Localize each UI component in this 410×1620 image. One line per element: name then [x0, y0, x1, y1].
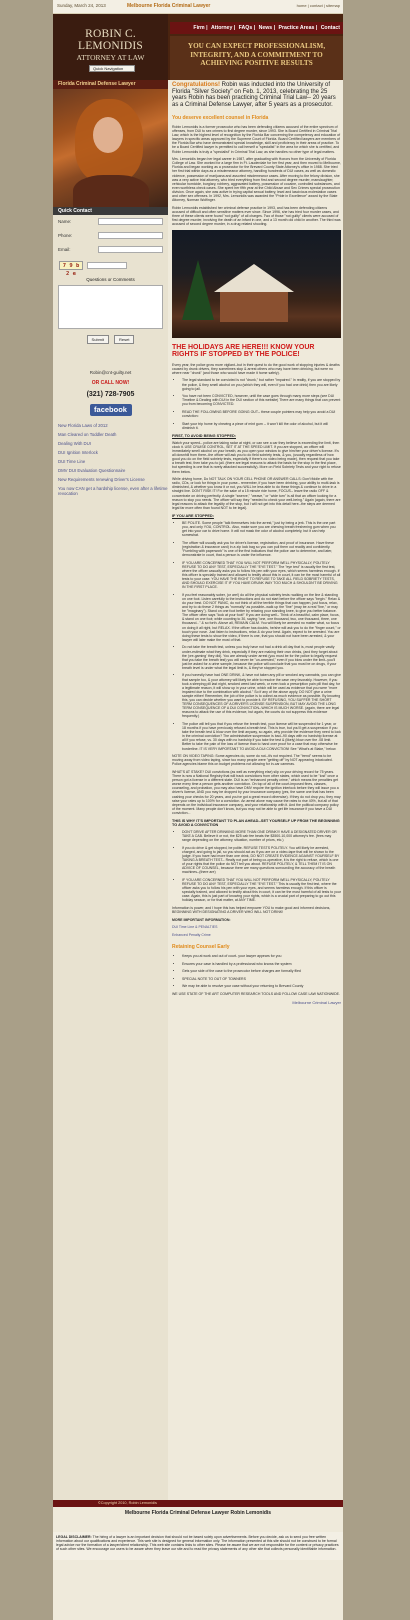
- list-item: • Ensures your case is handled by a professional who knows the system: [182, 962, 341, 966]
- stake-paragraph: WHAT'S AT STAKE? DUI convictions (as well as everything else) slip on your driving record for 75 years. There is now a National Registry that will track convictions from other states, which used to be "lost" once a person got a license in a different state. DUI is an "enhanced penalty crime," which means the penalties get worse every time a person gets another conviction. On top of all of the court-imposed fines, classes, counseling, and probation, you may also have DMV require the ignition interlock before they will issue you a driver's license, AND you may be dropped by your insurance company (yes, the same one that has been cashing your checks for 20 years, and you've got a great record otherwise). If they do not drop you, they may raise your rates up to 100% for a conviction. An arrest alone may cause the rates to rise 40%, but all of that depends on the individual insurance company, and your relationship with it. And the political company policy of the moment. Many people don't know, but you may not be able to get life insurance if you have a DUI conviction...: [172, 769, 341, 815]
- list-item: • If you feel reasonably sober, (or are!) do all the physical sobriety tests: walking on the line & standing on one foot. Listen carefully to the instructions and do not start before the officer says "begin." Relax & do your best. DO NOT PANIC, do not think of all the terrible things that can happen, just focus, relax, and try to do these 2 things as "normally" as possible--walk up the "line" (may be a real "line," or may be "imaginary"). Stand on one foot better by relaxing your standing knee, to give you better balance. The officer often says "look at your foot!" If you are doing well-- Think of a beautiful, calm place, focus, & stand on one foot; while counting to 30, saying "one, one thousand, two, one thousand, three, one thousand..." & so forth. Above all, REMAIN CALM. You will likely be arrested no matter what, so focus on doing it all right, but RELAX. If the officer has doubts, he/she will ask you to do the "finger count," or touch your nose. Just listen to instructions, relax & do your best. Again, expect to be arrested. You are doing these tests to show the video, if there is one, that you should not have been arrested, & your lawyer will later make the most of that.: [182, 593, 341, 642]
- sidebar-link[interactable]: Man Cleared on Toddler Death: [58, 431, 117, 437]
- site-name[interactable]: Melbourne Florida Criminal Lawyer: [127, 3, 211, 9]
- list-item: • If you honestly have had ONE DRINK, & have not taken any pill or smoked any cannabis, you can give that sample too, & your attorney will likely be able to resolve the case very favorably. However, if you took a sleeping pill last night, smoked weed last week, or even took a prescription pain pill that day, for a legitimate reason, it will show up in your urine, which will be used as evidence that you were "more impaired due to the combination with alcohol." So if any of the above apply, DO NOT give a urine sample either! Remember, the job of the police is to collect as much evidence as possible. By knowing this, you can decide whether you want to provide it. BY REFUSING, YOU SUFFER THE SHORT TERM CONSEQUENCES OF A DRIVER'S LICENSE SUSPENSION, BUT MAY AVOID THE LONG TERM CONSEQUENCE OF A DUI CONVICTION--WHICH IS MUCH WORSE. (again, there are legal reasons to attack the use of this evidence, but again, the courts do not suppress this evidence frequently.): [182, 673, 341, 718]
- retaining-list: [182, 954, 341, 988]
- sidebar-link[interactable]: New Florida Laws of 2012: [58, 423, 108, 428]
- list-item: • The police will tell you that if you refuse the breath test, your license will be suspended for 1 year, or 18 months if you have previously refused a breath test. This is true, but you'll get a suspension if you take the breath test & blow over the limit anyway, so again, why provide the evidence they need to lock in the criminal conviction? The administrative suspension is bad--90 days with no hardship license at all if you refuse, vs. 30 days with no hardship if you take the test & (likely) blow over the .08 limit. Better to take the pain of the loss of license than to hand over proof for a case that may otherwise be borderline. IT IS VERY IMPORTANT TO AVOID A DUI CONVICTION! See "What's at Stake," below.: [182, 722, 341, 751]
- header: [53, 14, 343, 80]
- retaining-title: Retaining Counsel Early: [172, 943, 230, 950]
- logo-name: ROBIN C. LEMONIDIS: [77, 28, 144, 52]
- nav-practice-areas[interactable]: Practice Areas: [278, 25, 315, 31]
- holiday-title: THE HOLIDAYS ARE HERE!!! KNOW YOUR RIGHTS IF STOPPED BY THE POLICE!: [172, 343, 315, 359]
- phone-label: Phone:: [58, 233, 73, 238]
- stopped-list: [182, 521, 341, 751]
- contact-block: [53, 370, 168, 416]
- bio-paragraph: Mrs. Lemonidis began her legal career in 1987, after graduating with Honors from the University of Florida College of Law. She worked for a large firm in Ft. Lauderdale for her first year, and then moved to Melbourne, Florida and began working as a prosecutor for the Brevard County State Attorney's office in 1988. She tried her first trial within days as a misdemeanor attorney, handling hundreds of DUI cases, as well as domestic violence, possession of marijuana and assorted misdemeanor cases. After moving to the felony division, she was a very active trial attorney, who tried everything from first and second degree murder, manslaughter, vehicular homicide, burglary, robbery, aggravated battery, possession of cocaine, controlled substances, and even worthless check cases. She spent her fifth year at the Child Abuse and Sex Crimes special prosecution division. Once again, she was active in trying capital sexual battery, lewd and lascivious molestation cases and other sex offenses. In 1992, Mrs. Lemonidis was awarded the "Pride in Excellence" award by the State Attorney, Norman Wolfinger.: [172, 157, 341, 203]
- email-field[interactable]: [98, 246, 163, 253]
- top-links[interactable]: home | contact | sitemap: [296, 3, 340, 8]
- sidebar-link[interactable]: Dealing With DUI: [58, 440, 91, 446]
- sidebar-heading: Florida Criminal Defense Lawyer: [53, 80, 168, 89]
- captcha-image: 7 9 b 2 e: [59, 261, 83, 270]
- nav-faqs[interactable]: FAQs: [238, 25, 253, 31]
- list-item: • READ THE FOLLOWING BEFORE GOING OUT-- these couple pointers may help you avoid a DUI conviction:: [182, 410, 341, 418]
- top-bar: [53, 0, 343, 14]
- email-link[interactable]: Robin@cnt-guilty.net: [89, 370, 132, 375]
- excellent-counsel-title: You deserve excellent counsel in Florida: [172, 115, 269, 121]
- date-label: Sunday, March 24, 2013: [57, 3, 106, 8]
- list-item: • Keeps you at work and out of court- your lawyer appears for you: [182, 954, 341, 958]
- phone-row: [53, 229, 168, 243]
- captcha-field[interactable]: [87, 262, 127, 269]
- list-item: • Gets your side of the case to the prosecutor before charges are formally filed: [182, 969, 341, 973]
- more-info-link[interactable]: DUI Time Line & PENALTIES: [172, 925, 218, 930]
- bottom-title: Melbourne Florida Criminal Defense Lawyer Robin Lemonidis: [124, 1510, 272, 1516]
- sidebar-link[interactable]: DUI Ignition Interlock: [58, 449, 98, 455]
- congrats-text: [172, 82, 341, 108]
- quick-navigation-select[interactable]: Quick Navigation: [89, 65, 135, 72]
- sidebar: [53, 80, 168, 1500]
- bio-paragraph: Robin Lemonidis is a former prosecutor who has been defending citizens accused of the entire spectrum of offenses, from DUI to sex crimes to first degree murder, since 1993. She is Board Certified in Criminal Trial Law, which is the highest level of recognition by the Florida Bar concerning the competency and education of lawyers in specific areas approved by the Supreme Court of Florida. Board Certified lawyers are members of the Florida Bar who have demonstrated special knowledge, skill and proficiency in their areas of practice. To be a Board Certified lawyer is permitted to call herself a "specialist" in the area for which she is certified, and Robin Lemonidis is truly a "specialist" in Criminal Trial Law, as she handles no other type of legal matters.: [172, 125, 341, 154]
- avoid-paragraph: While driving home, Do NOT TALK ON YOUR CELL PHONE OR ANSWER CALLS: Don't fiddle with the radio, CDs, or look for things in your purse-- remember, if you have been drinking, your ability to multi-task is diminished, & whether you know it or not, you WILL be less able to do these things & continue to drive in a straight line. DON'T RISK IT! For the sake of a 15 minute ride home, FOCUS-- leave the radio OFF & concentrate on driving perfectly. A single "swerve," "weave," or "wide turn" is all that an officer looking for a reason to stop you needs. The officer will say they "needed to check your well-being." Again (again, there are legal reasons to attack the legality of the stop, but I will not get into this detail here--the steps are deemed legal far more often than found NOT to be legal).: [172, 477, 341, 510]
- list-item: • We may be able to resolve your case without your returning to Brevard County: [182, 984, 341, 988]
- call-now-label: OR CALL NOW!: [91, 380, 130, 386]
- questions-textarea[interactable]: [58, 285, 163, 329]
- name-label: Name:: [58, 219, 72, 224]
- captcha-row: [53, 257, 168, 277]
- name-field[interactable]: [98, 218, 163, 225]
- sidebar-links: [53, 424, 168, 496]
- info-paragraph: Information is power, and I hope this has helped empower YOU to make good and informed decisions, BEGINNING WITH DESIGNATING A DRIVER WHO WILL NOT DRINK!: [172, 905, 331, 915]
- header-tagline: YOU CAN EXPECT PROFESSIONALISM, INTEGRITY, AND A COMMITMENT TO ACHIEVING POSITIVE RESULTS: [170, 36, 343, 80]
- copyright-bar: ©Copyright 2010, Robin Lemonidis: [53, 1500, 343, 1507]
- list-item: • Do not take the breath test, unless you truly have not had a drink all day that is, most people vastly under-estimate what they drink, especially if they are making their own drinks, (and they forget about the 'pre-gaming' they did). You are already under arrest (you must be for the police to legally request that you take the breath test) you will never be "un-arrested," even if you blow under the limit--you'll just be asked for a urine sample, because the police will conclude that you must be on drugs, if your breath level is under what the legal limit is, & they've stopped you.: [182, 645, 341, 670]
- facebook-button[interactable]: facebook: [90, 404, 132, 416]
- avoid-paragraph: Watch your speed-- police are taking radar at night, or can see a car they believe is exceeding the limit, then clock it. USE CRUISE CONTROL, SET IT AT THE SPEED LIMIT. If you are stopped, an officer will immediately smell alcohol on your breath, as you open your window to give him/her your driver's license. It's all downhill from there--the officer will ask you to do field sobriety tests, & you, (usually regardless of how good you do on the field sobriety tests, especially if there's no video being made), then request that you take a breath test, then take you to jail. (there are legal reasons to attack the basis for the stop in the first place, but speeding is one that is rarely attacked successfully). More on Field Sobriety Tests and your right to refuse them below.: [172, 440, 341, 474]
- disclaimer-text: The hiring of a lawyer is an important decision that should not be based solely upon advertisements. Before you decide, ask us to send you free written information about our qualifications and experience. This web site is designed for general information only. The information presented at this site should not be construed to be formal legal advice nor the formation of a lawyer/client relationship. This web site contains links to other sites. Please be aware that we are not responsible for the content or privacy practices of such other sites. We encourage our users to be aware when they leave our site and to read the privacy statements of any other site that collects personally identifiable information.: [56, 1535, 339, 1551]
- congrats-body: Robin was inducted into the University of Florida "Silver Society" on Feb. 1, 2013, celebrating the 25 years Robin has been practicing Criminal Trial Law-- 20 years as a Criminal Defense Lawyer, after 5 years as a prosecutor.: [172, 82, 336, 108]
- submit-button[interactable]: Submit: [87, 335, 109, 344]
- main-nav: Firm | Attorney | FAQs | News | Practice Areas | Contact: [170, 22, 343, 34]
- bio-paragraph: Robin Lemonidis established her criminal defense practice in 1993, and has been defending citizens accused of difficult and often sensitive matters ever since. Since 1996, she has tried four murder cases, and three of these clients were found "not guilty" of all charges. Two of those "not guilty" clients were accused of first degree murder, involving the death of an infant in one, and a 13 month old child in another. The third was accused of second degree murder, in a drug related shooting.: [172, 205, 341, 227]
- email-row: [53, 243, 168, 257]
- stopped-heading: IF YOU ARE STOPPED:: [172, 513, 214, 518]
- congrats-lead: Congratulations!: [172, 82, 220, 88]
- holiday-intro: Every year, the police grow more vigilant--but in their quest to do the good work of stopping injuries & deaths caused by drunk drivers, they sometimes stop & arrest others who may have been drinking, but were no where near "drunk" (and those who would have made it home safely).: [172, 362, 340, 375]
- nav-attorney[interactable]: Attorney: [211, 25, 233, 31]
- form-buttons: [53, 335, 168, 344]
- attorney-photo: [53, 89, 168, 207]
- more-info-link[interactable]: Enhanced Penalty Crime: [172, 932, 211, 937]
- list-item: • SPECIAL NOTE TO OUT OF TOWNERS: [182, 977, 341, 981]
- sidebar-link[interactable]: DMV DUI Evaluation Questionnaire: [58, 467, 126, 473]
- list-item: • If you do drive & get stopped, be polite. REFUSE TESTS POLITELY. You will likely be arrested, charged, and going to jail, so you should act as if you are on a video-tape that will be shown to the judge. If you have had more than one drink, DO NOT CREATE EVIDENCE AGAINST YOURSELF BY TAKING A BREATH TEST-- Really not part of being co-operative, it is the right to refuse, which is one of your rights that the police do NOT tell you about. REFUSE POLITELY, & TELL THEM IT IS ON ADVICE OF COUNSEL, because there are many questions surrounding the accuracy of the breath machines--(there are): [182, 846, 341, 875]
- melbourne-lawyer-link[interactable]: Melbourne Criminal Lawyer: [292, 1000, 341, 1005]
- disclaimer-label: LEGAL DISCLAIMER:: [56, 1535, 92, 1539]
- list-item: • BE POLITE. Some people "talk themselves into the arrest," just by being a jerk. This is the one part you, and only YOU, CONTROL. Also, make sure you are chewing breath freshening gum when you get into your car to drive home. It will not mask the odor of alcohol completely, but it can help somewhat.: [182, 521, 341, 537]
- plan-list: [182, 830, 341, 903]
- nav-news[interactable]: News: [258, 25, 273, 31]
- main-content: [170, 80, 343, 1500]
- list-item: • IF YOU ARE CONCERNED THAT YOU WILL NOT PERFORM WELL PHYSICALLY, POLITELY REFUSE TO DO ANY TEST, ESPECIALLY THE "EYE TEST." The "eye test" is usually the first test, where the officer casually asks you to follow his pen with your eyes, which seems harmless enough. If this officer is specially trained and allowed to testify about this in court, it can be the most harmful of all tests to your case. YOU HAVE THE RIGHT TO REFUSE TO TAKE ALL FIELD SOBRIETY TESTS, AND SHOULD EXERCISE IT IF YOU HAVE DRUNK WAY TOO MUCH & SHOULDN'T BE DRIVING IN THE FIRST PLACE.: [182, 561, 341, 590]
- list-item: • The officer will usually ask you for driver's license, registration, and proof of insurance. Have these (registration & insurance card) in a zip lock bag so you can pull them out readily and confidently. "Fumbling with paperwork" is one of the first indicators that the police use to determine, and later, demonstrate in court, that a person is under the influence.: [182, 541, 341, 557]
- email-label: Email:: [58, 247, 71, 252]
- phone-field[interactable]: [98, 232, 163, 239]
- logo-subtitle: ATTORNEY AT LAW: [76, 53, 145, 62]
- avoid-heading: FIRST, TO AVOID BEING STOPPED:: [172, 433, 236, 438]
- list-item: • Start your trip home by chewing a piece of mint gum -- it won't kill the odor of alcohol, but it will diminish it.: [182, 422, 341, 430]
- page-container: [53, 0, 343, 1620]
- holiday-list: [182, 378, 341, 429]
- name-row: [53, 215, 168, 229]
- sidebar-link[interactable]: New Requirements renewing Driver's License: [58, 476, 145, 482]
- nav-contact[interactable]: Contact: [320, 25, 340, 31]
- reset-button[interactable]: Reset: [114, 335, 134, 344]
- sidebar-link[interactable]: DUI Time Line: [58, 458, 86, 464]
- legal-disclaimer: [53, 1532, 343, 1560]
- closing-text: WE USE STATE OF THE ART COMPUTER RESEARCH TOOLS AND FOLLOW CASE LAW NATIONWIDE.: [172, 991, 340, 996]
- list-item: • The legal standard to be convicted is not "drunk," but rather "impaired." In reality, if you are stopped by the police, & they smell alcohol on you (which they will, even if you had one drink) then you are likely going to jail.: [182, 378, 341, 390]
- questions-label: Questions or Comments: [86, 277, 135, 282]
- plan-heading: THIS IS WHY IT'S IMPORTANT TO PLAN AHEAD--SET YOURSELF UP FROM THE BEGINNING TO AVOID A CONVICTION: [172, 818, 340, 827]
- logo[interactable]: [53, 14, 168, 80]
- list-item: • You have not been CONVICTED, however, until the case goes through many more steps (see DUI Timeline & Dealing with DUI in the DUI section of this website) There are many things that can prevent you from becoming CONVICTED.: [182, 394, 341, 406]
- phone-number[interactable]: (321) 728-7905: [86, 391, 135, 398]
- more-info-heading: MORE IMPORTANT INFORMATION:: [172, 917, 231, 922]
- holiday-house-photo: [172, 230, 341, 338]
- video-note: NOTE ON VIDEO TAPING: Some agencies do, some do not--it's not required. The "trend" seems to be moving away from video taping, since too many people were "getting off" by NOT appearing intoxicated. Police agencies blame this on budget problems not allowing for in-car cameras.: [172, 754, 333, 767]
- sidebar-link[interactable]: You now CAN get a hardship license, even after a lifetime revocation: [58, 485, 168, 496]
- list-item: • DON'T DRIVE AFTER DRINKING MORE THAN ONE DRINK!!! HAVE A DESIGNATED DRIVER OR TAKE A CAB. Believe it or not, the $25 cab fee beats the $3500-10,000 attorney's fee. (fees may range depending on the attorney, situation, number of priors, etc.): [182, 830, 341, 842]
- quick-contact-heading: Quick Contact: [53, 207, 168, 215]
- nav-firm[interactable]: Firm: [193, 25, 205, 31]
- list-item: • IF YOU ARE CONCERNED THAT YOU WILL NOT PERFORM WELL PHYSICALLY, POLITELY REFUSE TO DO ANY TEST, ESPECIALLY THE "EYE TEST." This is usually the first test, where the officer asks you to follow his pen with your eyes, and seems harmless enough. If this officer is specially trained, and allowed to testify about this in court, it can be the most harmful of all tests to your case. Again, this is just part of knowing your rights, which is a crucial part of preparing to go out this holiday season, or for that matter, at ANY TIME.: [182, 878, 341, 903]
